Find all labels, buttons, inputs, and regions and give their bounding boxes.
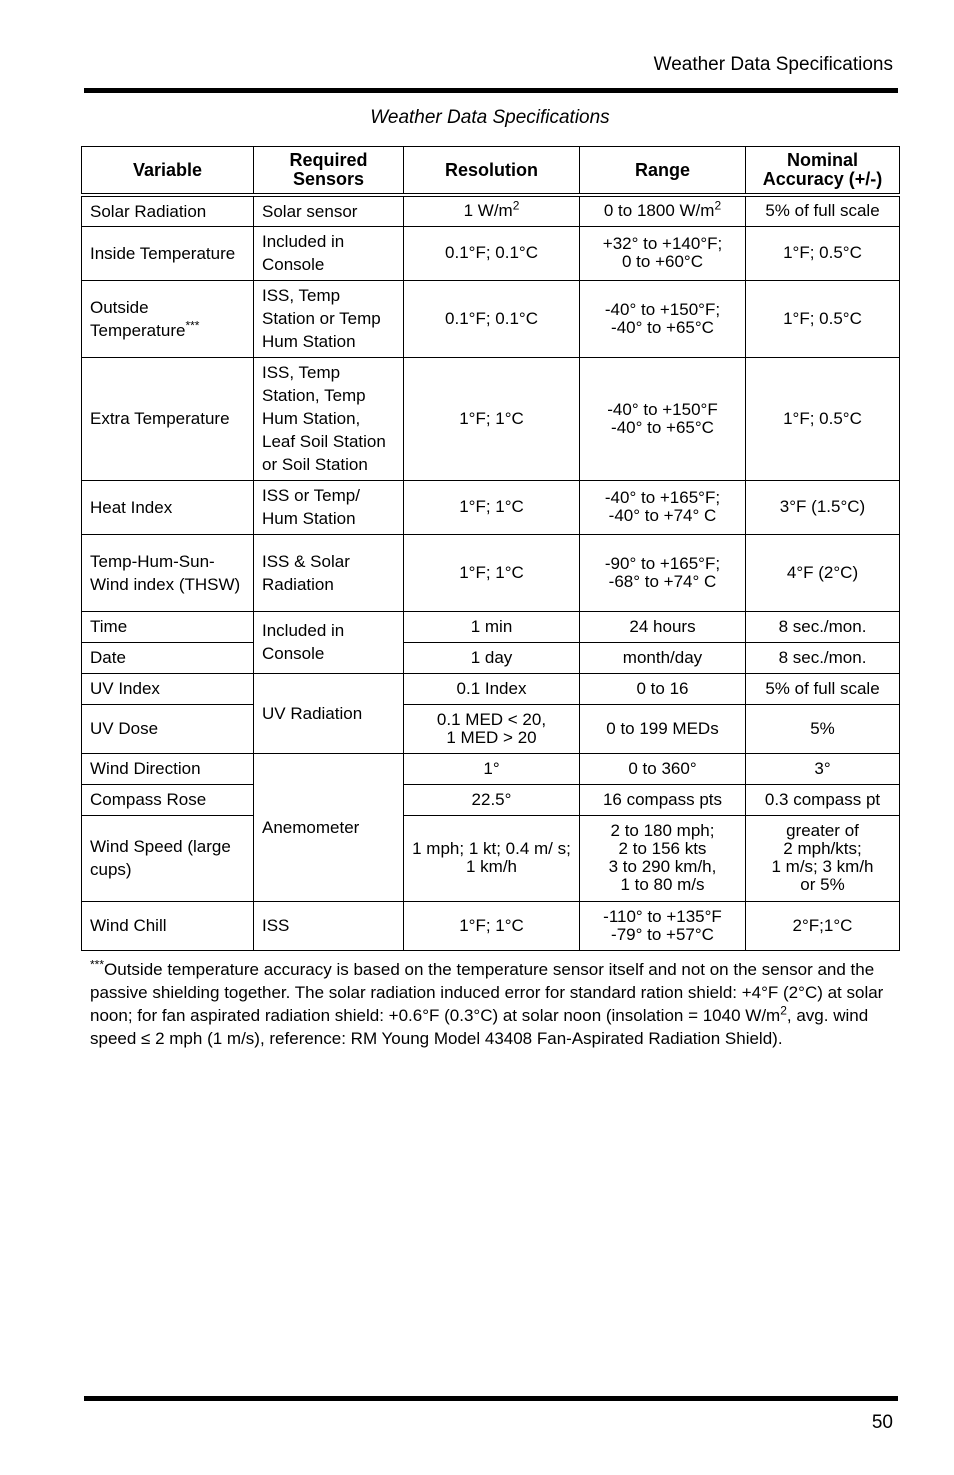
- table-row: [82, 642, 900, 673]
- cell-variable: Temp-Hum-Sun-Wind index (THSW): [82, 534, 254, 611]
- table-row: [82, 901, 900, 950]
- cell-resolution: 22.5°: [404, 784, 580, 815]
- cell-range: -90° to +165°F; -68° to +74° C: [580, 534, 746, 611]
- cell-sensors: UV Radiation: [254, 673, 404, 753]
- column-header-variable: Variable: [82, 147, 254, 196]
- cell-sensors: Included in Console: [254, 226, 404, 280]
- table-footnote: ***Outside temperature accuracy is based on the temperature sensor itself and not on the sensor and the passive shielding together. The solar radiation induced error for standard ration shield: +4°F (2°C) at solar noon; for fan aspirated radiation shield: +0.6°F (0.3°C) at solar noon (insolation = 1040 $W/m^2$, avg. wind speed ≤ 2 mph (1 m/s), reference: RM Young Model 43408 Fan-Aspirated Radiation Shield).: [90, 957, 884, 1048]
- cell-resolution: 0.1 MED < 20, 1 MED > 20: [404, 704, 580, 753]
- cell-range: -40° to +165°F; -40° to +74° C: [580, 480, 746, 534]
- cell-variable: Wind Chill: [82, 901, 254, 950]
- cell-accuracy: 8 sec./mon.: [746, 642, 900, 673]
- column-header-required-sensors: Required Sensors: [254, 147, 404, 196]
- cell-resolution: 1°F; 1°C: [404, 357, 580, 480]
- cell-accuracy: 5%: [746, 704, 900, 753]
- table-row: [82, 357, 900, 480]
- cell-resolution: 1 $W/m^2$: [404, 195, 580, 226]
- cell-range: -40° to +150°F; -40° to +65°C: [580, 280, 746, 357]
- cell-variable: Inside Temperature: [82, 226, 254, 280]
- cell-resolution: 1 mph; 1 kt; 0.4 m/ s; 1 km/h: [404, 815, 580, 901]
- bottom-rule: [84, 1396, 898, 1401]
- cell-variable: Solar Radiation: [82, 195, 254, 226]
- table-caption: Weather Data Specifications: [370, 107, 610, 128]
- page-number: 50: [871, 1412, 893, 1433]
- cell-sensors: ISS, Temp Station, Temp Hum Station, Leaf Soil Station or Soil Station: [254, 357, 404, 480]
- table-row: [82, 815, 900, 901]
- running-header: Weather Data Specifications: [653, 54, 893, 75]
- column-header-resolution: Resolution: [404, 147, 580, 196]
- cell-sensors: ISS & Solar Radiation: [254, 534, 404, 611]
- table-row: [82, 753, 900, 784]
- cell-accuracy: 1°F; 0.5°C: [746, 226, 900, 280]
- cell-accuracy: 5% of full scale: [746, 673, 900, 704]
- table-row: [82, 195, 900, 226]
- cell-range: 0 to 1800 $W/m^2$: [580, 195, 746, 226]
- cell-sensors: ISS or Temp/ Hum Station: [254, 480, 404, 534]
- cell-accuracy: greater of 2 mph/kts; 1 m/s; 3 km/h or 5%: [746, 815, 900, 901]
- cell-resolution: 1°F; 1°C: [404, 480, 580, 534]
- table-row: [82, 611, 900, 642]
- cell-variable: Heat Index: [82, 480, 254, 534]
- cell-sensors: Included in Console: [254, 611, 404, 673]
- cell-range: 2 to 180 mph; 2 to 156 kts 3 to 290 km/h, 1 to 80 m/s: [580, 815, 746, 901]
- cell-accuracy: 0.3 compass pt: [746, 784, 900, 815]
- table-row: [82, 280, 900, 357]
- table-row: [82, 226, 900, 280]
- cell-variable: Wind Speed (large cups): [82, 815, 254, 901]
- cell-range: 0 to 360°: [580, 753, 746, 784]
- cell-sensors: ISS, Temp Station or Temp Hum Station: [254, 280, 404, 357]
- cell-variable: Extra Temperature: [82, 357, 254, 480]
- cell-variable: Time: [82, 611, 254, 642]
- table-row: [82, 534, 900, 611]
- cell-accuracy: 4°F (2°C): [746, 534, 900, 611]
- cell-resolution: 1°: [404, 753, 580, 784]
- cell-variable: UV Index: [82, 673, 254, 704]
- cell-sensors: Anemometer: [254, 753, 404, 901]
- table-row: [82, 480, 900, 534]
- cell-range: 0 to 16: [580, 673, 746, 704]
- cell-resolution: 1 day: [404, 642, 580, 673]
- cell-variable: UV Dose: [82, 704, 254, 753]
- cell-resolution: 1 min: [404, 611, 580, 642]
- cell-accuracy: 1°F; 0.5°C: [746, 357, 900, 480]
- cell-range: 16 compass pts: [580, 784, 746, 815]
- weather-spec-table: [81, 146, 900, 951]
- table-row: [82, 784, 900, 815]
- cell-range: 0 to 199 MEDs: [580, 704, 746, 753]
- cell-accuracy: 8 sec./mon.: [746, 611, 900, 642]
- column-header-range: Range: [580, 147, 746, 196]
- cell-accuracy: 3°F (1.5°C): [746, 480, 900, 534]
- cell-sensors: Solar sensor: [254, 195, 404, 226]
- cell-accuracy: 2°F;1°C: [746, 901, 900, 950]
- table-row: [82, 673, 900, 704]
- table-row: [82, 704, 900, 753]
- cell-resolution: 0.1°F; 0.1°C: [404, 280, 580, 357]
- top-rule: [84, 88, 898, 93]
- cell-resolution: 1°F; 1°C: [404, 901, 580, 950]
- cell-variable: Outside Temperature***: [82, 280, 254, 357]
- footnote-marker: ***: [90, 957, 105, 972]
- table-header-row: [82, 147, 900, 196]
- cell-range: month/day: [580, 642, 746, 673]
- cell-accuracy: 3°: [746, 753, 900, 784]
- cell-variable: Date: [82, 642, 254, 673]
- cell-sensors: ISS: [254, 901, 404, 950]
- cell-variable: Compass Rose: [82, 784, 254, 815]
- cell-resolution: 0.1°F; 0.1°C: [404, 226, 580, 280]
- cell-range: 24 hours: [580, 611, 746, 642]
- cell-accuracy: 5% of full scale: [746, 195, 900, 226]
- column-header-nominal-accuracy: Nominal Accuracy (+/-): [746, 147, 900, 196]
- cell-range: +32° to +140°F; 0 to +60°C: [580, 226, 746, 280]
- cell-accuracy: 1°F; 0.5°C: [746, 280, 900, 357]
- cell-resolution: 1°F; 1°C: [404, 534, 580, 611]
- cell-variable: Wind Direction: [82, 753, 254, 784]
- cell-range: -110° to +135°F -79° to +57°C: [580, 901, 746, 950]
- cell-resolution: 0.1 Index: [404, 673, 580, 704]
- cell-range: -40° to +150°F -40° to +65°C: [580, 357, 746, 480]
